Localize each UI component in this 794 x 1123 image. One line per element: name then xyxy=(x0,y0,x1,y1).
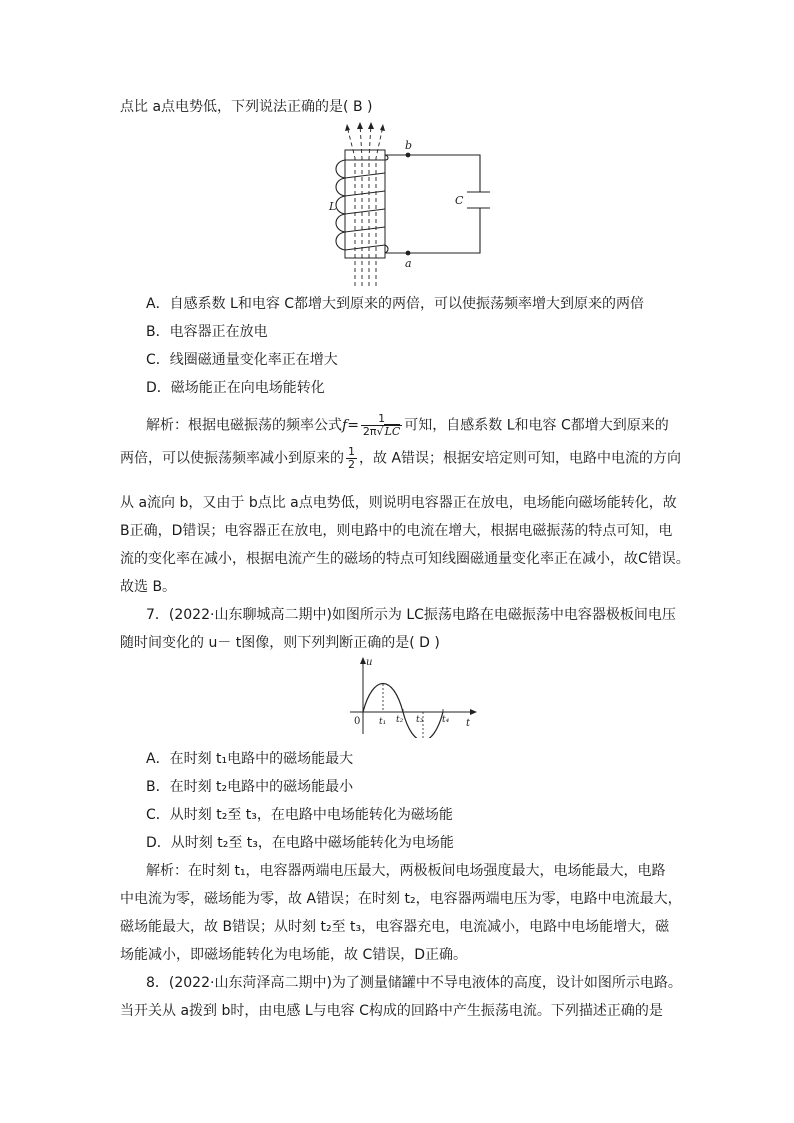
q6-analysis-l2-pre: 两倍，可以使振荡频率减小到原来的 xyxy=(120,450,344,467)
q8-stem-line2: 当开关从 a拨到 b时，由电感 L与电容 C构成的回路中产生振荡电流。下列描述正确的是 xyxy=(120,1003,663,1019)
q6-analysis-line3: 从 a流向 b，又由于 b点比 a点电势低，则说明电容器正在放电，电场能向磁场能转化，故 xyxy=(120,495,677,511)
graph-label-t: t xyxy=(466,718,471,729)
q7-analysis-line3: 磁场能最大，故 B错误；从时刻 t₂至 t₃，电容器充电，电流减小，电路中电场能增大，磁 xyxy=(120,919,670,935)
q6-stem: 点比 a点电势低，下列说法正确的是( B ) xyxy=(120,99,373,115)
q6-analysis-line2 xyxy=(120,446,680,471)
half-denominator: 2 xyxy=(348,458,355,471)
formula-f: f xyxy=(342,417,348,434)
graph-t2: t₂ xyxy=(396,715,404,725)
q6-analysis-text: 解析：根据电磁振荡的频率公式 xyxy=(146,417,342,434)
half-numerator: 1 xyxy=(348,445,355,458)
q7-analysis-line1: 解析：在时刻 t₁，电容器两端电压最大，两极板间电场强度最大，电场能最大，电路 xyxy=(146,863,666,879)
q6-option-a: A．自感系数 L和电容 C都增大到原来的两倍，可以使振荡频率增大到原来的两倍 xyxy=(146,296,645,312)
q8-stem-line1: 8．(2022·山东菏泽高二期中)为了测量储罐中不导电液体的高度，设计如图所示电路。 xyxy=(146,975,682,991)
formula-eq: = xyxy=(347,417,359,434)
q6-analysis-line5: 流的变化率在减小，根据电流产生的磁场的特点可知线圈磁通量变化率正在减小，故C错误。 xyxy=(120,551,690,567)
q6-option-d: D．磁场能正在向电场能转化 xyxy=(146,380,325,396)
q7-analysis-line2: 中电流为零，磁场能为零，故 A错误；在时刻 t₂，电容器两端电压为零，电路中电流最大， xyxy=(120,891,682,907)
q7-option-d: D．从时刻 t₂至 t₃，在电路中磁场能转化为电场能 xyxy=(146,835,454,851)
graph-origin: 0 xyxy=(354,716,361,727)
u-t-graph xyxy=(338,654,478,738)
formula-fraction xyxy=(361,413,402,438)
lc-circuit-figure xyxy=(325,118,490,288)
q6-analysis-l2-post: ，故 A错误；根据安培定则可知，电路中电流的方向 xyxy=(359,450,682,467)
q6-option-c: C．线圈磁通量变化率正在增大 xyxy=(146,352,338,368)
q6-analysis-line4: B正确，D错误；电容器正在放电，则电路中的电流在增大，根据电磁振荡的特点可知，电 xyxy=(120,523,673,539)
q7-option-c: C．从时刻 t₂至 t₃，在电路中电场能转化为磁场能 xyxy=(146,807,453,823)
q7-analysis-line4: 场能减小，即磁场能转化为电场能，故 C错误，D正确。 xyxy=(120,947,468,963)
graph-t3: t₃ xyxy=(416,715,424,725)
q6-analysis-text-post: 可知，自感系数 L和电容 C都增大到原来的 xyxy=(404,417,669,434)
formula-denominator: 2π√LC xyxy=(362,425,401,438)
q7-option-a: A．在时刻 t₁电路中的磁场能最大 xyxy=(146,751,354,767)
label-a: a xyxy=(405,257,412,270)
q7-stem-line2: 随时间变化的 u－ t图像，则下列判断正确的是( D ) xyxy=(120,635,440,651)
formula-lc: LC xyxy=(384,425,401,438)
label-C: C xyxy=(455,194,464,207)
graph-t1: t₁ xyxy=(379,717,387,727)
q6-analysis-line6: 故选 B。 xyxy=(120,579,177,595)
graph-label-u: u xyxy=(366,657,373,668)
label-b: b xyxy=(405,139,413,152)
half-fraction xyxy=(346,446,357,471)
q6-option-b: B．电容器正在放电 xyxy=(146,324,268,340)
label-L: L xyxy=(329,200,337,213)
q7-option-b: B．在时刻 t₂电路中的磁场能最小 xyxy=(146,779,354,795)
graph-t4: t₄ xyxy=(442,715,450,725)
q7-stem-line1: 7．(2022·山东聊城高二期中)如图所示为 LC振荡电路在电磁振荡中电容器极板间电压 xyxy=(146,607,676,623)
formula-2pi: 2π xyxy=(362,425,377,438)
q6-analysis-line1 xyxy=(146,413,706,438)
formula-numerator: 1 xyxy=(361,413,402,426)
